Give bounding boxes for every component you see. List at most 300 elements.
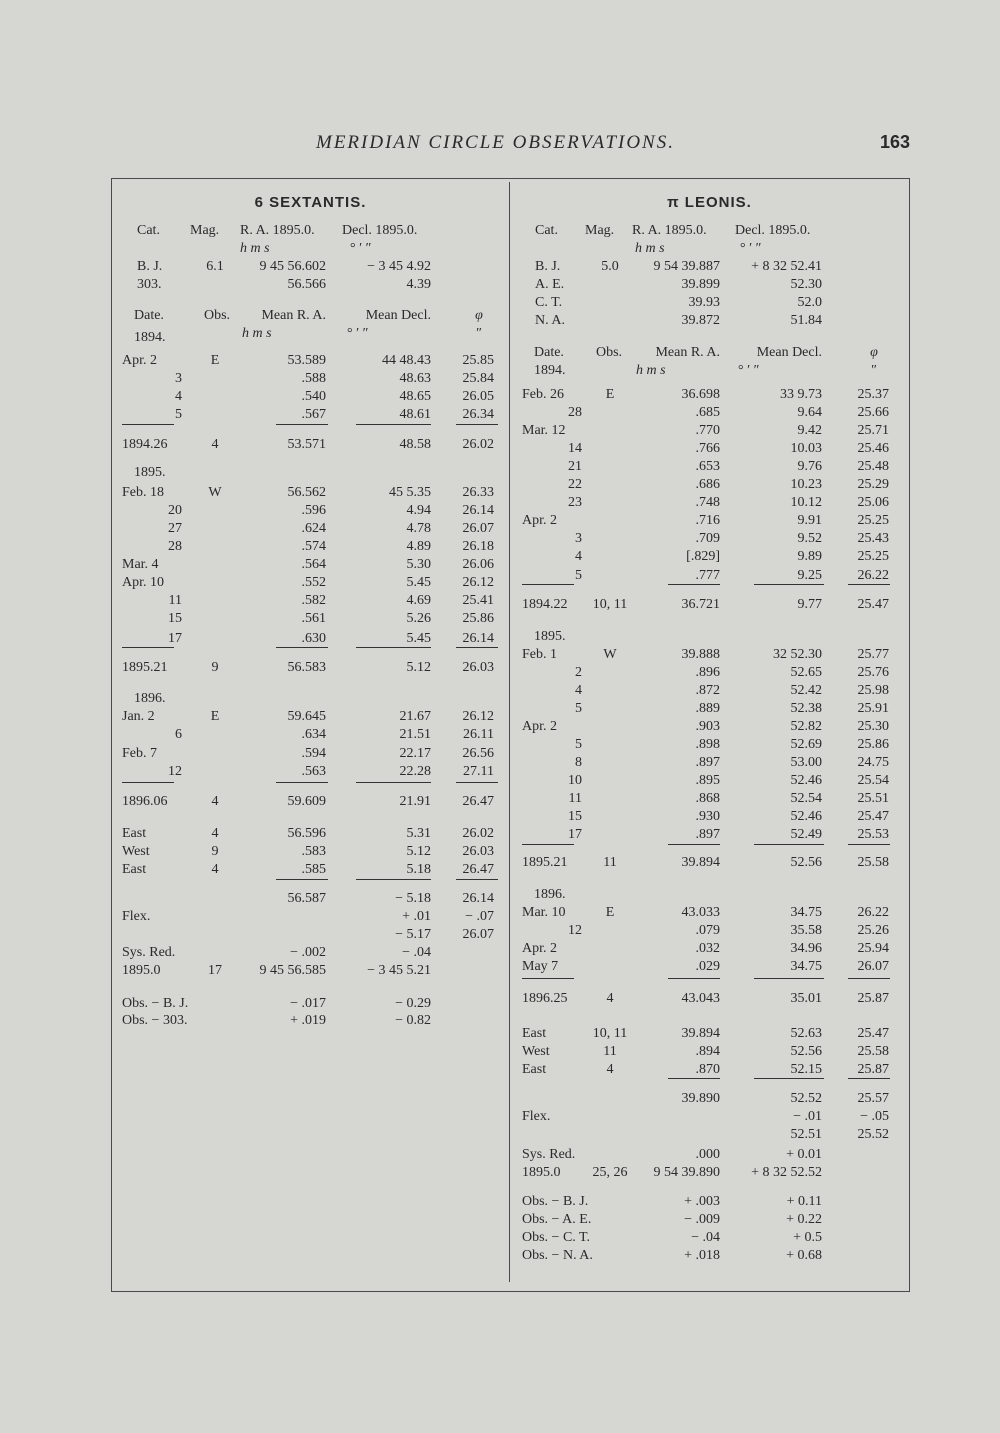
right-obs-header-phi: φ: [870, 345, 878, 360]
left-row-ra: − .002: [290, 945, 326, 960]
right-row-phi: 25.76: [857, 665, 889, 680]
right-catalog-decl: + 8 32 52.41: [751, 259, 822, 274]
right-row-obs: 4: [606, 991, 614, 1006]
left-row-date: Obs. − 303.: [122, 1013, 188, 1028]
left-row-decl: 5.45: [406, 631, 431, 646]
left-row-ra: .594: [301, 746, 326, 761]
right-row-ra: .896: [695, 665, 720, 680]
right-row-obs: W: [603, 647, 617, 662]
right-row-date: Sys. Red.: [522, 1147, 576, 1162]
left-row-date: 6: [175, 727, 182, 742]
right-cat-header: Cat.: [535, 223, 558, 238]
right-catalog-name: B. J.: [535, 259, 561, 274]
left-row-phi: 26.06: [462, 557, 494, 572]
right-row-date: 1895.0: [522, 1165, 561, 1180]
right-row-date: 1896.25: [522, 991, 568, 1006]
right-row-decl: 9.91: [797, 513, 822, 528]
right-row-date: 23: [568, 495, 582, 510]
left-row-date: 12: [168, 764, 182, 779]
left-row-ra: + .019: [290, 1013, 326, 1028]
left-catalog-mag: 6.1: [206, 259, 224, 274]
right-row-decl: 35.01: [790, 991, 822, 1006]
right-row-phi: 25.51: [857, 791, 889, 806]
right-cat-unit-decl: ° ′ ″: [740, 241, 762, 256]
right-obs-header-decl: Mean Decl.: [756, 345, 822, 360]
right-row-obs: 11: [603, 1044, 617, 1059]
left-row-date: 1894.26: [122, 437, 168, 452]
right-row-phi: 25.66: [857, 405, 889, 420]
right-row-date: May 7: [522, 959, 559, 974]
left-row-date: 1895.21: [122, 660, 168, 675]
right-row-phi: 25.87: [857, 991, 889, 1006]
right-cat-header: R. A. 1895.0.: [632, 223, 707, 238]
right-obs-header-ra: Mean R. A.: [655, 345, 720, 360]
right-row-decl: 52.54: [790, 791, 822, 806]
left-row-date: Flex.: [122, 909, 151, 924]
left-row-obs: 17: [208, 963, 222, 978]
left-row-phi: 27.11: [463, 764, 494, 779]
right-row-decl: 52.56: [790, 855, 822, 870]
right-row-ra: .748: [695, 495, 720, 510]
sum-rule: [276, 424, 328, 425]
right-row-date: 5: [575, 568, 582, 583]
right-row-ra: − .04: [691, 1230, 720, 1245]
right-row-ra: .889: [695, 701, 720, 716]
right-cat-header: Mag.: [585, 223, 615, 238]
right-row-phi: 25.98: [857, 683, 889, 698]
right-row-decl: 32 52.30: [773, 647, 822, 662]
right-row-date: Feb. 1: [522, 647, 557, 662]
left-row-date: West: [122, 844, 150, 859]
right-row-decl: 33 9.73: [780, 387, 822, 402]
left-row-ra: .624: [301, 521, 326, 536]
left-row-obs: 4: [211, 437, 219, 452]
left-row-obs: 4: [211, 862, 219, 877]
right-row-ra: − .009: [684, 1212, 720, 1227]
left-row-decl: 5.12: [406, 660, 431, 675]
left-row-obs: 4: [211, 794, 219, 809]
left-row-decl: 4.94: [406, 503, 431, 518]
left-obs-unit-phi: ″: [476, 326, 482, 341]
left-catalog-ra: 9 45 56.602: [259, 259, 326, 274]
left-row-date: 4: [175, 389, 182, 404]
sum-rule: [848, 584, 890, 585]
right-row-ra: .716: [695, 513, 720, 528]
sum-rule: [754, 978, 824, 979]
right-row-obs: E: [605, 387, 615, 402]
page-number: 163: [880, 132, 911, 152]
left-row-phi: 26.14: [462, 631, 494, 646]
right-row-phi: 25.58: [857, 1044, 889, 1059]
right-row-obs: 25, 26: [592, 1165, 628, 1180]
right-row-date: Obs. − B. J.: [522, 1194, 589, 1209]
sum-rule: [522, 978, 574, 979]
right-row-ra: [.829]: [686, 549, 720, 564]
right-row-ra: 36.698: [681, 387, 720, 402]
sum-rule: [356, 782, 431, 783]
left-row-date: Feb. 7: [122, 746, 157, 761]
sum-rule: [668, 844, 720, 845]
right-row-ra: .777: [695, 568, 720, 583]
left-row-obs: 4: [211, 826, 219, 841]
right-row-decl: 52.82: [790, 719, 822, 734]
left-row-decl: 22.28: [399, 764, 431, 779]
right-row-decl: 9.76: [797, 459, 822, 474]
left-row-date: Obs. − B. J.: [122, 996, 189, 1011]
left-row-ra: .582: [301, 593, 326, 608]
left-obs-header-ra: Mean R. A.: [261, 308, 326, 323]
left-row-ra: 9 45 56.585: [259, 963, 326, 978]
right-row-date: 1894.: [534, 363, 566, 378]
left-row-date: 1894.: [134, 330, 166, 345]
right-row-phi: 25.47: [857, 1026, 889, 1041]
left-star-name: 6 SEXTANTIS.: [254, 194, 367, 211]
right-row-date: 28: [568, 405, 582, 420]
left-row-decl: 22.17: [399, 746, 431, 761]
right-row-date: 1896.: [534, 887, 566, 902]
left-row-phi: 26.05: [462, 389, 494, 404]
right-obs-unit-ra: h m s: [636, 363, 666, 378]
sum-rule: [668, 584, 720, 585]
right-catalog-ra: 39.899: [681, 277, 720, 292]
right-row-decl: 9.77: [797, 597, 822, 612]
left-row-phi: 25.85: [462, 353, 494, 368]
sum-rule: [456, 424, 498, 425]
right-row-ra: + .003: [684, 1194, 720, 1209]
left-row-decl: − .04: [402, 945, 431, 960]
right-row-phi: 25.47: [857, 597, 889, 612]
right-row-decl: 52.42: [790, 683, 822, 698]
right-row-date: 3: [575, 531, 582, 546]
right-row-ra: .079: [695, 923, 720, 938]
left-row-date: 3: [175, 371, 182, 386]
right-row-ra: .897: [695, 755, 720, 770]
left-row-date: Apr. 2: [122, 353, 157, 368]
right-row-decl: + 8 32 52.52: [751, 1165, 822, 1180]
sum-rule: [522, 584, 574, 585]
right-row-phi: 25.52: [857, 1127, 889, 1142]
left-row-date: Feb. 18: [122, 485, 164, 500]
right-row-ra: .653: [695, 459, 720, 474]
right-catalog-name: A. E.: [535, 277, 565, 292]
left-row-ra: 53.589: [287, 353, 326, 368]
left-row-date: 5: [175, 407, 182, 422]
left-row-date: 17: [168, 631, 182, 646]
left-row-phi: 26.02: [462, 437, 494, 452]
right-row-date: 21: [568, 459, 582, 474]
right-obs-header-obs: Obs.: [595, 345, 623, 360]
left-row-obs: W: [208, 485, 222, 500]
left-row-date: 1895.: [134, 465, 166, 480]
right-row-date: Obs. − C. T.: [522, 1230, 591, 1245]
left-row-decl: − 3 45 5.21: [367, 963, 431, 978]
left-row-decl: 44 48.43: [382, 353, 431, 368]
right-row-decl: 9.42: [797, 423, 822, 438]
right-row-date: 1895.: [534, 629, 566, 644]
left-row-phi: 25.86: [462, 611, 494, 626]
right-row-ra: .898: [695, 737, 720, 752]
column-divider: [509, 182, 510, 1282]
right-row-decl: 52.65: [790, 665, 822, 680]
right-row-ra: .895: [695, 773, 720, 788]
left-row-date: Jan. 2: [122, 709, 155, 724]
right-row-date: 4: [575, 683, 582, 698]
left-obs-header-obs: Obs.: [203, 308, 231, 323]
right-star-name: π LEONIS.: [667, 194, 752, 211]
right-row-decl: 52.69: [790, 737, 822, 752]
right-row-decl: 34.96: [790, 941, 822, 956]
sum-rule: [356, 647, 431, 648]
left-row-date: 1896.: [134, 691, 166, 706]
left-row-decl: 5.12: [406, 844, 431, 859]
right-row-phi: 25.06: [857, 495, 889, 510]
left-cat-header: R. A. 1895.0.: [240, 223, 315, 238]
left-catalog-decl: 4.39: [406, 277, 431, 292]
right-row-ra: .903: [695, 719, 720, 734]
left-row-ra: 53.571: [287, 437, 326, 452]
right-row-phi: 25.47: [857, 809, 889, 824]
left-row-ra: .588: [301, 371, 326, 386]
page-title: MERIDIAN CIRCLE OBSERVATIONS.: [316, 132, 675, 153]
left-row-decl: 45 5.35: [389, 485, 431, 500]
left-row-phi: 26.56: [462, 746, 494, 761]
sum-rule: [456, 647, 498, 648]
right-obs-header-date: Date.: [534, 345, 564, 360]
right-row-ra: 39.890: [681, 1091, 720, 1106]
right-row-ra: .000: [695, 1147, 720, 1162]
left-row-ra: 56.583: [287, 660, 326, 675]
left-row-date: 20: [168, 503, 182, 518]
right-row-decl: 34.75: [790, 959, 822, 974]
left-row-ra: 56.587: [287, 891, 326, 906]
left-row-decl: 4.78: [406, 521, 431, 536]
right-row-date: West: [522, 1044, 550, 1059]
left-obs-unit-ra: h m s: [242, 326, 272, 341]
right-row-decl: 52.46: [790, 809, 822, 824]
left-row-ra: .564: [301, 557, 326, 572]
right-row-decl: 52.56: [790, 1044, 822, 1059]
sum-rule: [668, 1078, 720, 1079]
right-row-phi: 25.26: [857, 923, 889, 938]
left-row-date: 1895.0: [122, 963, 161, 978]
left-row-date: 15: [168, 611, 182, 626]
right-row-date: 8: [575, 755, 582, 770]
left-cat-header: Decl. 1895.0.: [342, 223, 418, 238]
right-row-date: East: [522, 1026, 547, 1041]
right-row-phi: 26.07: [857, 959, 889, 974]
left-row-obs: E: [210, 353, 220, 368]
left-row-decl: 21.91: [399, 794, 431, 809]
left-obs-header-date: Date.: [134, 308, 164, 323]
left-row-ra: 56.596: [287, 826, 326, 841]
left-row-phi: 26.14: [462, 891, 494, 906]
left-row-obs: E: [210, 709, 220, 724]
left-row-ra: .596: [301, 503, 326, 518]
left-row-decl: − 5.18: [395, 891, 431, 906]
right-row-phi: 25.77: [857, 647, 889, 662]
right-row-ra: .029: [695, 959, 720, 974]
sum-rule: [848, 978, 890, 979]
right-row-ra: 39.894: [681, 1026, 720, 1041]
left-obs-header-decl: Mean Decl.: [365, 308, 431, 323]
left-row-phi: 26.03: [462, 844, 494, 859]
right-row-ra: .868: [695, 791, 720, 806]
left-cat-header: Cat.: [137, 223, 160, 238]
left-row-decl: 48.65: [399, 389, 431, 404]
right-row-ra: .930: [695, 809, 720, 824]
right-row-phi: 25.43: [857, 531, 889, 546]
left-row-decl: 5.18: [406, 862, 431, 877]
right-obs-unit-phi: ″: [871, 363, 877, 378]
left-obs-header-phi: φ: [475, 308, 483, 323]
right-row-phi: 24.75: [857, 755, 889, 770]
right-row-ra: .770: [695, 423, 720, 438]
right-row-decl: + 0.5: [793, 1230, 822, 1245]
left-row-decl: − 0.29: [395, 996, 431, 1011]
right-row-decl: 34.75: [790, 905, 822, 920]
left-row-phi: 26.02: [462, 826, 494, 841]
right-row-phi: 25.86: [857, 737, 889, 752]
left-row-decl: 5.45: [406, 575, 431, 590]
left-row-date: 1896.06: [122, 794, 168, 809]
right-row-decl: 9.89: [797, 549, 822, 564]
sum-rule: [276, 782, 328, 783]
left-catalog-name: B. J.: [137, 259, 163, 274]
right-catalog-name: N. A.: [535, 313, 565, 328]
right-row-date: 10: [568, 773, 582, 788]
right-row-phi: 26.22: [857, 568, 889, 583]
left-row-decl: 21.51: [399, 727, 431, 742]
right-row-decl: 52.46: [790, 773, 822, 788]
left-catalog-name: 303.: [137, 277, 162, 292]
sum-rule: [668, 978, 720, 979]
right-row-ra: .870: [695, 1062, 720, 1077]
sum-rule: [356, 424, 431, 425]
left-row-decl: + .01: [402, 909, 431, 924]
right-row-ra: .709: [695, 531, 720, 546]
left-row-decl: 5.26: [406, 611, 431, 626]
right-row-phi: 25.25: [857, 549, 889, 564]
right-row-date: Flex.: [522, 1109, 551, 1124]
right-row-phi: 25.46: [857, 441, 889, 456]
right-row-date: Mar. 10: [522, 905, 566, 920]
right-row-date: East: [522, 1062, 547, 1077]
left-row-phi: 26.47: [462, 862, 494, 877]
sum-rule: [276, 879, 328, 880]
left-obs-unit-decl: ° ′ ″: [347, 326, 369, 341]
sum-rule: [754, 584, 824, 585]
left-cat-unit-decl: ° ′ ″: [350, 241, 372, 256]
right-row-date: 11: [568, 791, 582, 806]
right-catalog-decl: 52.30: [790, 277, 822, 292]
left-row-date: East: [122, 826, 147, 841]
right-row-date: 14: [568, 441, 582, 456]
right-catalog-ra: 39.93: [688, 295, 720, 310]
left-row-phi: 26.12: [462, 575, 494, 590]
left-row-ra: .540: [301, 389, 326, 404]
right-row-decl: 52.52: [790, 1091, 822, 1106]
left-row-decl: − 0.82: [395, 1013, 431, 1028]
right-row-date: 12: [568, 923, 582, 938]
right-row-phi: 25.29: [857, 477, 889, 492]
left-row-decl: 48.63: [399, 371, 431, 386]
left-row-decl: − 5.17: [395, 927, 431, 942]
right-catalog-ra: 39.872: [681, 313, 720, 328]
left-row-phi: 26.14: [462, 503, 494, 518]
left-row-ra: 59.645: [287, 709, 326, 724]
right-row-phi: 25.71: [857, 423, 889, 438]
right-row-decl: + 0.68: [786, 1248, 822, 1263]
right-row-ra: .872: [695, 683, 720, 698]
right-row-date: Apr. 2: [522, 513, 557, 528]
left-row-ra: 59.609: [287, 794, 326, 809]
right-row-phi: 25.30: [857, 719, 889, 734]
left-row-ra: .583: [301, 844, 326, 859]
right-row-date: 4: [575, 549, 582, 564]
left-row-phi: 26.07: [462, 521, 494, 536]
left-row-ra: .630: [301, 631, 326, 646]
right-row-phi: 25.54: [857, 773, 889, 788]
left-row-decl: 4.69: [406, 593, 431, 608]
right-row-decl: − .01: [793, 1109, 822, 1124]
right-row-ra: .766: [695, 441, 720, 456]
right-row-phi: 25.94: [857, 941, 889, 956]
right-row-phi: − .05: [860, 1109, 889, 1124]
sum-rule: [356, 879, 431, 880]
right-row-phi: 25.87: [857, 1062, 889, 1077]
sum-rule: [122, 647, 174, 648]
right-row-ra: 36.721: [681, 597, 720, 612]
left-row-ra: .574: [301, 539, 326, 554]
left-row-decl: 48.58: [399, 437, 431, 452]
right-row-phi: 25.57: [857, 1091, 889, 1106]
right-row-ra: 43.033: [681, 905, 720, 920]
left-row-ra: .561: [301, 611, 326, 626]
right-row-decl: 52.15: [790, 1062, 822, 1077]
left-row-phi: 26.11: [463, 727, 494, 742]
left-row-phi: 26.03: [462, 660, 494, 675]
left-row-date: 11: [168, 593, 182, 608]
right-catalog-decl: 52.0: [797, 295, 822, 310]
sum-rule: [848, 844, 890, 845]
right-row-decl: 9.25: [797, 568, 822, 583]
right-row-date: Feb. 26: [522, 387, 564, 402]
left-row-ra: .552: [301, 575, 326, 590]
right-row-obs: 10, 11: [592, 1026, 628, 1041]
left-row-date: Mar. 4: [122, 557, 159, 572]
left-catalog-ra: 56.566: [287, 277, 326, 292]
right-row-decl: 53.00: [790, 755, 822, 770]
right-catalog-mag: 5.0: [601, 259, 619, 274]
right-row-phi: 25.37: [857, 387, 889, 402]
right-row-ra: .686: [695, 477, 720, 492]
right-row-ra: 39.888: [681, 647, 720, 662]
left-row-date: East: [122, 862, 147, 877]
right-row-decl: 52.49: [790, 827, 822, 842]
right-row-date: 15: [568, 809, 582, 824]
right-row-decl: 10.12: [790, 495, 822, 510]
right-row-phi: 25.58: [857, 855, 889, 870]
right-cat-unit-ra: h m s: [635, 241, 665, 256]
sum-rule: [522, 844, 574, 845]
sum-rule: [456, 879, 498, 880]
right-row-ra: 9 54 39.890: [653, 1165, 720, 1180]
left-row-phi: 26.47: [462, 794, 494, 809]
right-row-decl: 52.51: [790, 1127, 822, 1142]
right-row-date: 17: [568, 827, 582, 842]
left-row-decl: 48.61: [399, 407, 431, 422]
right-catalog-decl: 51.84: [790, 313, 822, 328]
